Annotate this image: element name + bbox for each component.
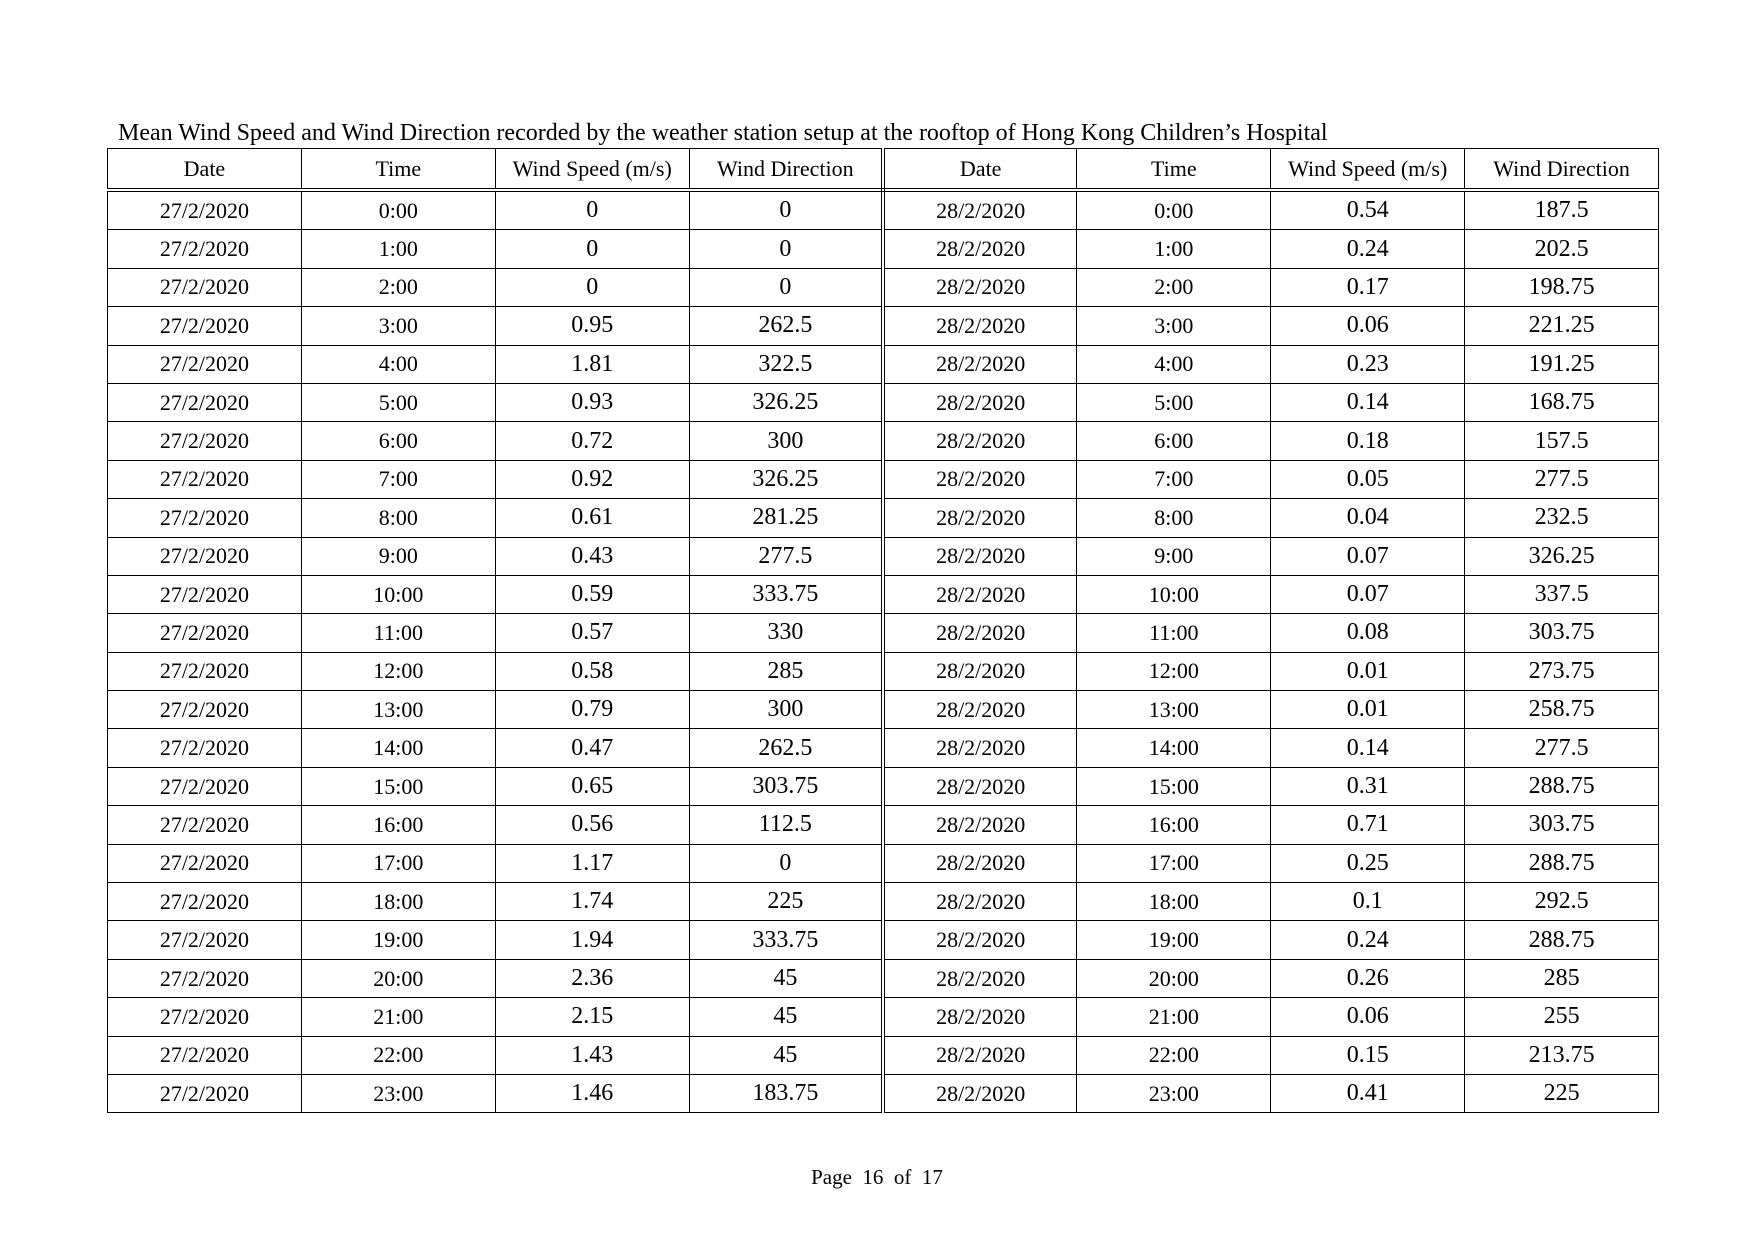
wind-speed-cell: 0.24 (1271, 921, 1465, 959)
wind-speed-cell: 0.54 (1271, 190, 1465, 230)
wind-direction-cell: 322.5 (689, 345, 883, 383)
wind-speed-cell: 0.08 (1271, 614, 1465, 652)
date-cell: 28/2/2020 (883, 652, 1077, 690)
wind-direction-cell: 277.5 (689, 537, 883, 575)
date-cell: 28/2/2020 (883, 499, 1077, 537)
wind-speed-cell: 1.43 (495, 1036, 689, 1074)
date-cell: 27/2/2020 (108, 652, 302, 690)
wind-speed-cell: 0.61 (495, 499, 689, 537)
wind-direction-cell: 303.75 (1465, 614, 1659, 652)
date-cell: 27/2/2020 (108, 614, 302, 652)
wind-direction-cell: 45 (689, 1036, 883, 1074)
wind-direction-cell: 326.25 (689, 460, 883, 498)
wind-speed-cell: 0.07 (1271, 537, 1465, 575)
date-cell: 28/2/2020 (883, 1036, 1077, 1074)
time-cell: 11:00 (301, 614, 495, 652)
date-cell: 28/2/2020 (883, 691, 1077, 729)
time-cell: 9:00 (1077, 537, 1271, 575)
date-cell: 27/2/2020 (108, 806, 302, 844)
time-cell: 0:00 (301, 190, 495, 230)
wind-speed-cell: 0.06 (1271, 998, 1465, 1036)
table-row (108, 230, 1659, 268)
time-cell: 0:00 (1077, 190, 1271, 230)
header-wind-speed-1: Wind Speed (m/s) (495, 149, 689, 191)
wind-speed-cell: 0.92 (495, 460, 689, 498)
wind-direction-cell: 288.75 (1465, 921, 1659, 959)
wind-direction-cell: 337.5 (1465, 575, 1659, 613)
time-cell: 14:00 (1077, 729, 1271, 767)
table-row (108, 883, 1659, 921)
wind-direction-cell: 300 (689, 422, 883, 460)
time-cell: 14:00 (301, 729, 495, 767)
header-date-2: Date (883, 149, 1077, 191)
table-row (108, 499, 1659, 537)
wind-direction-cell: 183.75 (689, 1074, 883, 1112)
table-row (108, 844, 1659, 882)
table-row (108, 460, 1659, 498)
time-cell: 3:00 (1077, 307, 1271, 345)
date-cell: 28/2/2020 (883, 1074, 1077, 1112)
table-row (108, 422, 1659, 460)
wind-speed-cell: 0.79 (495, 691, 689, 729)
wind-speed-cell: 0.57 (495, 614, 689, 652)
wind-speed-cell: 0 (495, 230, 689, 268)
table-row (108, 921, 1659, 959)
wind-speed-cell: 0.71 (1271, 806, 1465, 844)
wind-speed-cell: 0.24 (1271, 230, 1465, 268)
date-cell: 27/2/2020 (108, 1036, 302, 1074)
wind-speed-cell: 0.05 (1271, 460, 1465, 498)
time-cell: 23:00 (301, 1074, 495, 1112)
wind-direction-cell: 221.25 (1465, 307, 1659, 345)
table-row (108, 767, 1659, 805)
wind-speed-cell: 0.04 (1271, 499, 1465, 537)
wind-speed-cell: 0.01 (1271, 652, 1465, 690)
table-row (108, 691, 1659, 729)
date-cell: 27/2/2020 (108, 268, 302, 306)
header-time-2: Time (1077, 149, 1271, 191)
wind-speed-cell: 0.15 (1271, 1036, 1465, 1074)
date-cell: 27/2/2020 (108, 230, 302, 268)
time-cell: 12:00 (1077, 652, 1271, 690)
wind-direction-cell: 262.5 (689, 307, 883, 345)
header-wind-direction-1: Wind Direction (689, 149, 883, 191)
wind-speed-cell: 0.01 (1271, 691, 1465, 729)
date-cell: 27/2/2020 (108, 383, 302, 421)
time-cell: 9:00 (301, 537, 495, 575)
wind-direction-cell: 285 (1465, 959, 1659, 997)
date-cell: 27/2/2020 (108, 575, 302, 613)
time-cell: 6:00 (1077, 422, 1271, 460)
date-cell: 27/2/2020 (108, 844, 302, 882)
date-cell: 28/2/2020 (883, 575, 1077, 613)
wind-direction-cell: 281.25 (689, 499, 883, 537)
time-cell: 5:00 (1077, 383, 1271, 421)
wind-speed-cell: 0.72 (495, 422, 689, 460)
wind-direction-cell: 303.75 (1465, 806, 1659, 844)
date-cell: 27/2/2020 (108, 422, 302, 460)
date-cell: 28/2/2020 (883, 230, 1077, 268)
wind-direction-cell: 225 (689, 883, 883, 921)
date-cell: 27/2/2020 (108, 729, 302, 767)
date-cell: 28/2/2020 (883, 614, 1077, 652)
wind-direction-cell: 0 (689, 230, 883, 268)
wind-speed-cell: 0.93 (495, 383, 689, 421)
time-cell: 22:00 (301, 1036, 495, 1074)
date-cell: 28/2/2020 (883, 883, 1077, 921)
wind-direction-cell: 0 (689, 268, 883, 306)
table-row (108, 959, 1659, 997)
time-cell: 7:00 (301, 460, 495, 498)
wind-direction-cell: 277.5 (1465, 729, 1659, 767)
table-row (108, 614, 1659, 652)
wind-speed-cell: 1.74 (495, 883, 689, 921)
wind-direction-cell: 187.5 (1465, 190, 1659, 230)
wind-direction-cell: 157.5 (1465, 422, 1659, 460)
table-caption: Mean Wind Speed and Wind Direction recorded by the weather station setup at the rooftop of Hong Kong Children’s Hospital (118, 120, 1328, 146)
wind-direction-cell: 277.5 (1465, 460, 1659, 498)
wind-speed-cell: 0.41 (1271, 1074, 1465, 1112)
time-cell: 8:00 (1077, 499, 1271, 537)
date-cell: 27/2/2020 (108, 190, 302, 230)
wind-speed-cell: 1.81 (495, 345, 689, 383)
wind-speed-cell: 0.14 (1271, 729, 1465, 767)
wind-direction-cell: 112.5 (689, 806, 883, 844)
wind-direction-cell: 288.75 (1465, 767, 1659, 805)
wind-speed-cell: 0.47 (495, 729, 689, 767)
wind-direction-cell: 326.25 (689, 383, 883, 421)
date-cell: 27/2/2020 (108, 537, 302, 575)
wind-data-table (107, 148, 1659, 1113)
time-cell: 12:00 (301, 652, 495, 690)
time-cell: 19:00 (1077, 921, 1271, 959)
wind-direction-cell: 330 (689, 614, 883, 652)
date-cell: 28/2/2020 (883, 383, 1077, 421)
time-cell: 19:00 (301, 921, 495, 959)
table-row (108, 345, 1659, 383)
date-cell: 27/2/2020 (108, 499, 302, 537)
time-cell: 20:00 (1077, 959, 1271, 997)
time-cell: 4:00 (1077, 345, 1271, 383)
time-cell: 1:00 (1077, 230, 1271, 268)
date-cell: 28/2/2020 (883, 806, 1077, 844)
wind-direction-cell: 303.75 (689, 767, 883, 805)
date-cell: 28/2/2020 (883, 921, 1077, 959)
wind-speed-cell: 0 (495, 268, 689, 306)
header-row (108, 149, 1659, 191)
wind-speed-cell: 0.26 (1271, 959, 1465, 997)
table-row (108, 268, 1659, 306)
wind-direction-cell: 262.5 (689, 729, 883, 767)
header-time-1: Time (301, 149, 495, 191)
table-body (108, 190, 1659, 1113)
time-cell: 16:00 (1077, 806, 1271, 844)
time-cell: 15:00 (1077, 767, 1271, 805)
wind-direction-cell: 225 (1465, 1074, 1659, 1112)
date-cell: 28/2/2020 (883, 268, 1077, 306)
wind-speed-cell: 0.25 (1271, 844, 1465, 882)
wind-speed-cell: 0.06 (1271, 307, 1465, 345)
table-row (108, 806, 1659, 844)
time-cell: 21:00 (301, 998, 495, 1036)
time-cell: 13:00 (301, 691, 495, 729)
wind-direction-cell: 191.25 (1465, 345, 1659, 383)
date-cell: 27/2/2020 (108, 307, 302, 345)
table-header (108, 149, 1659, 191)
table-row (108, 537, 1659, 575)
wind-speed-cell: 0.31 (1271, 767, 1465, 805)
table-row (108, 652, 1659, 690)
date-cell: 28/2/2020 (883, 844, 1077, 882)
time-cell: 20:00 (301, 959, 495, 997)
wind-direction-cell: 213.75 (1465, 1036, 1659, 1074)
wind-speed-cell: 0.59 (495, 575, 689, 613)
time-cell: 18:00 (301, 883, 495, 921)
date-cell: 27/2/2020 (108, 998, 302, 1036)
time-cell: 1:00 (301, 230, 495, 268)
date-cell: 27/2/2020 (108, 460, 302, 498)
table-row (108, 998, 1659, 1036)
table-row (108, 307, 1659, 345)
wind-speed-cell: 1.17 (495, 844, 689, 882)
date-cell: 28/2/2020 (883, 190, 1077, 230)
time-cell: 5:00 (301, 383, 495, 421)
time-cell: 15:00 (301, 767, 495, 805)
wind-speed-cell: 0.95 (495, 307, 689, 345)
date-cell: 27/2/2020 (108, 959, 302, 997)
wind-speed-cell: 0.17 (1271, 268, 1465, 306)
date-cell: 27/2/2020 (108, 883, 302, 921)
wind-speed-cell: 0.23 (1271, 345, 1465, 383)
wind-speed-cell: 0.58 (495, 652, 689, 690)
time-cell: 17:00 (1077, 844, 1271, 882)
date-cell: 27/2/2020 (108, 1074, 302, 1112)
time-cell: 17:00 (301, 844, 495, 882)
date-cell: 27/2/2020 (108, 345, 302, 383)
wind-speed-cell: 0 (495, 190, 689, 230)
wind-speed-cell: 0.14 (1271, 383, 1465, 421)
date-cell: 27/2/2020 (108, 691, 302, 729)
time-cell: 6:00 (301, 422, 495, 460)
header-date-1: Date (108, 149, 302, 191)
wind-direction-cell: 232.5 (1465, 499, 1659, 537)
wind-speed-cell: 2.15 (495, 998, 689, 1036)
wind-direction-cell: 45 (689, 959, 883, 997)
wind-speed-cell: 0.43 (495, 537, 689, 575)
wind-speed-cell: 1.94 (495, 921, 689, 959)
date-cell: 28/2/2020 (883, 307, 1077, 345)
time-cell: 10:00 (301, 575, 495, 613)
wind-direction-cell: 292.5 (1465, 883, 1659, 921)
time-cell: 2:00 (1077, 268, 1271, 306)
wind-direction-cell: 255 (1465, 998, 1659, 1036)
date-cell: 27/2/2020 (108, 921, 302, 959)
wind-speed-cell: 0.56 (495, 806, 689, 844)
table-row (108, 729, 1659, 767)
time-cell: 22:00 (1077, 1036, 1271, 1074)
wind-speed-cell: 0.65 (495, 767, 689, 805)
time-cell: 16:00 (301, 806, 495, 844)
wind-speed-cell: 1.46 (495, 1074, 689, 1112)
time-cell: 3:00 (301, 307, 495, 345)
table-row (108, 190, 1659, 230)
date-cell: 28/2/2020 (883, 422, 1077, 460)
time-cell: 23:00 (1077, 1074, 1271, 1112)
wind-direction-cell: 273.75 (1465, 652, 1659, 690)
wind-direction-cell: 0 (689, 190, 883, 230)
time-cell: 11:00 (1077, 614, 1271, 652)
wind-direction-cell: 202.5 (1465, 230, 1659, 268)
wind-direction-cell: 0 (689, 844, 883, 882)
table-row (108, 1074, 1659, 1112)
date-cell: 28/2/2020 (883, 998, 1077, 1036)
wind-direction-cell: 198.75 (1465, 268, 1659, 306)
date-cell: 28/2/2020 (883, 537, 1077, 575)
wind-direction-cell: 45 (689, 998, 883, 1036)
date-cell: 27/2/2020 (108, 767, 302, 805)
time-cell: 2:00 (301, 268, 495, 306)
time-cell: 4:00 (301, 345, 495, 383)
wind-speed-cell: 2.36 (495, 959, 689, 997)
wind-direction-cell: 288.75 (1465, 844, 1659, 882)
table-row (108, 1036, 1659, 1074)
wind-speed-cell: 0.07 (1271, 575, 1465, 613)
wind-direction-cell: 258.75 (1465, 691, 1659, 729)
wind-direction-cell: 168.75 (1465, 383, 1659, 421)
date-cell: 28/2/2020 (883, 767, 1077, 805)
table-row (108, 575, 1659, 613)
time-cell: 10:00 (1077, 575, 1271, 613)
date-cell: 28/2/2020 (883, 345, 1077, 383)
time-cell: 13:00 (1077, 691, 1271, 729)
header-wind-speed-2: Wind Speed (m/s) (1271, 149, 1465, 191)
wind-speed-cell: 0.18 (1271, 422, 1465, 460)
time-cell: 7:00 (1077, 460, 1271, 498)
wind-direction-cell: 333.75 (689, 575, 883, 613)
date-cell: 28/2/2020 (883, 729, 1077, 767)
header-wind-direction-2: Wind Direction (1465, 149, 1659, 191)
wind-direction-cell: 300 (689, 691, 883, 729)
date-cell: 28/2/2020 (883, 460, 1077, 498)
table-row (108, 383, 1659, 421)
wind-direction-cell: 285 (689, 652, 883, 690)
wind-speed-cell: 0.1 (1271, 883, 1465, 921)
time-cell: 18:00 (1077, 883, 1271, 921)
wind-direction-cell: 333.75 (689, 921, 883, 959)
page-number: Page 16 of 17 (811, 1165, 943, 1189)
wind-direction-cell: 326.25 (1465, 537, 1659, 575)
date-cell: 28/2/2020 (883, 959, 1077, 997)
time-cell: 8:00 (301, 499, 495, 537)
time-cell: 21:00 (1077, 998, 1271, 1036)
